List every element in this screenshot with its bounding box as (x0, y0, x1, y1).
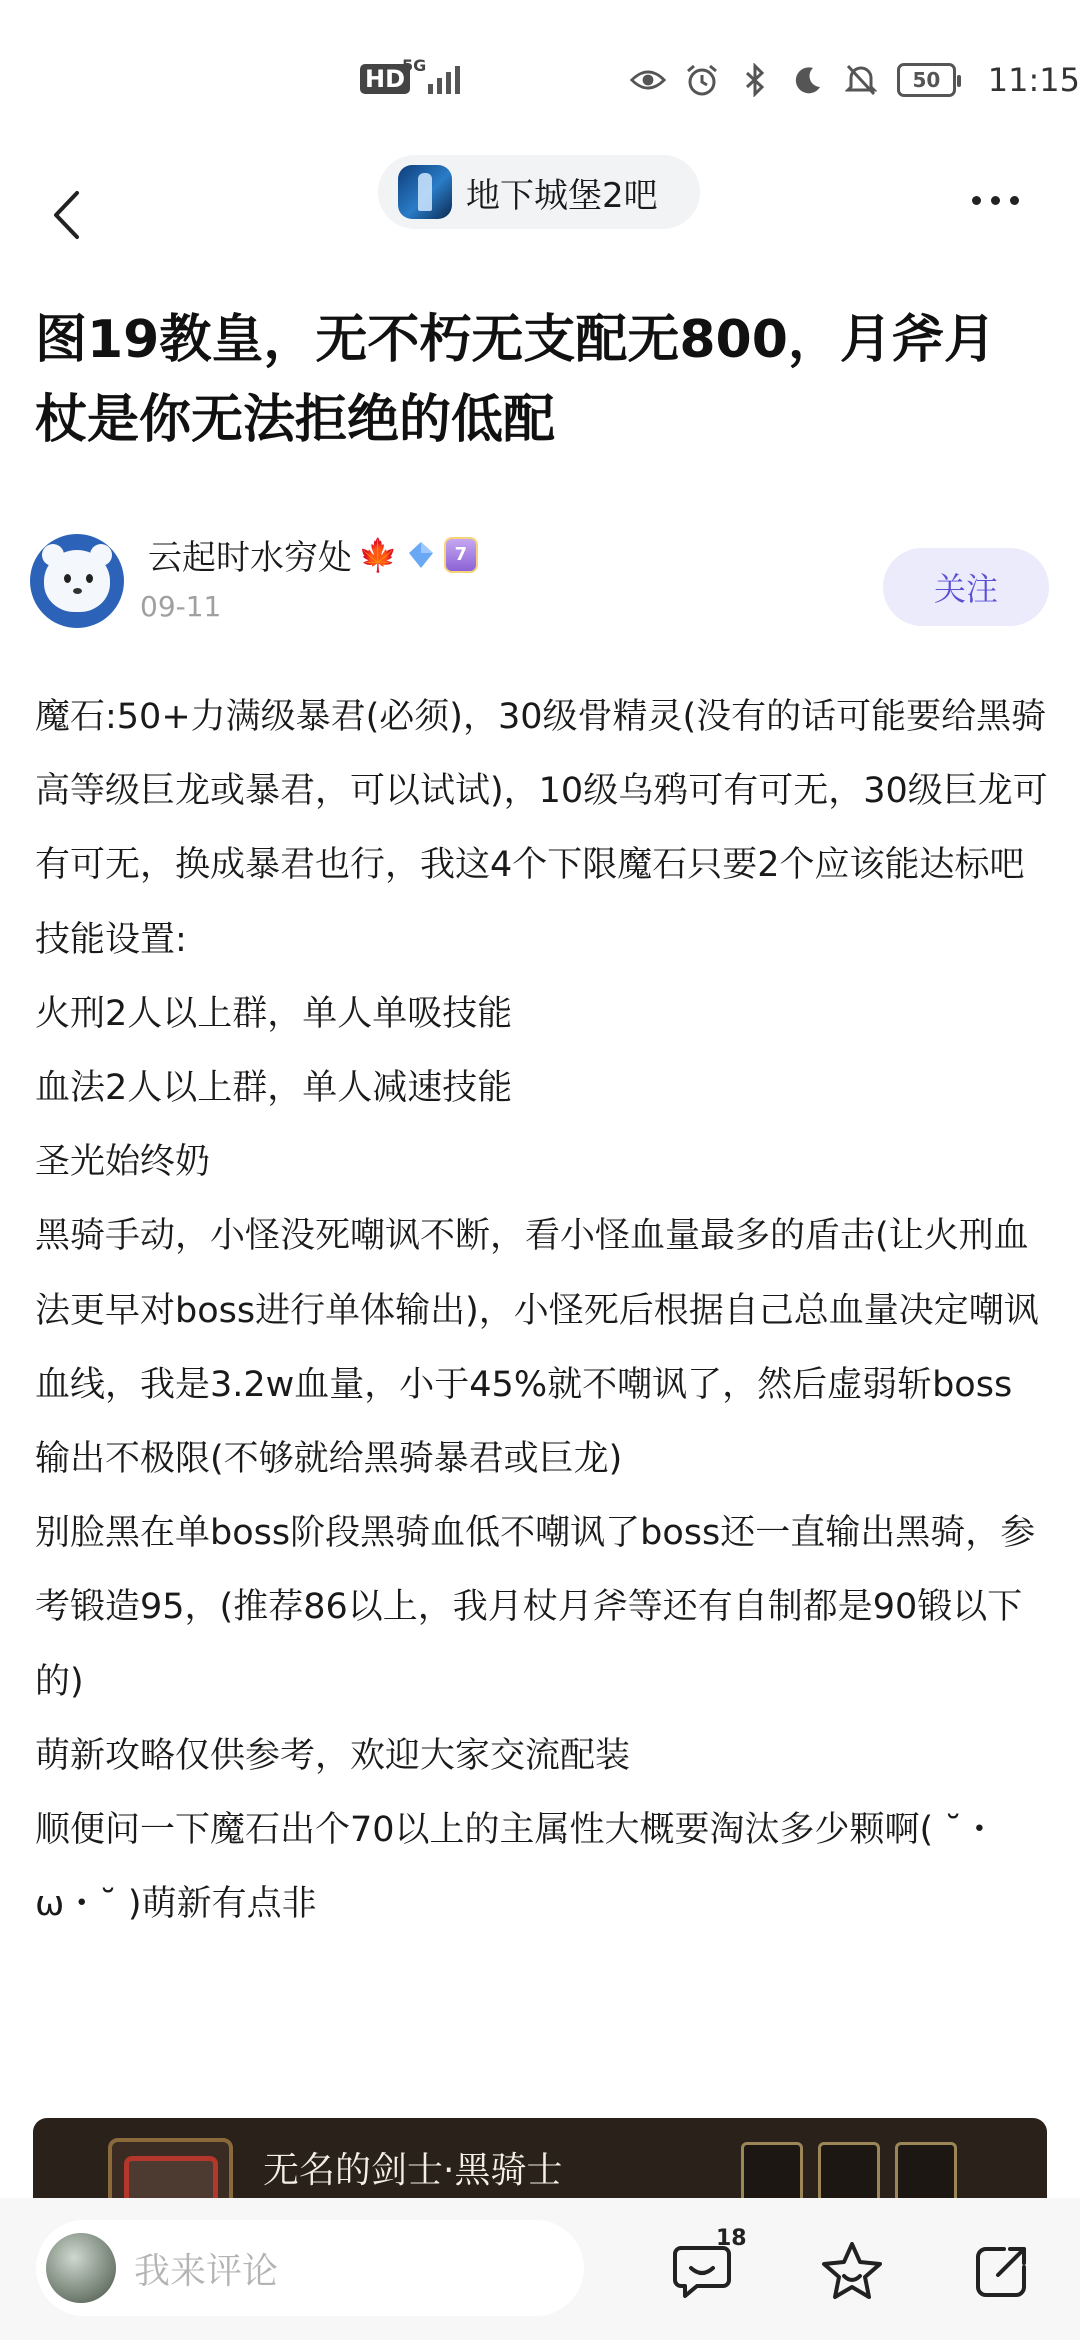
more-button[interactable] (955, 170, 1035, 230)
diamond-badge-icon (404, 538, 438, 572)
clock: 11:15 (987, 61, 1080, 99)
image-caption: 无名的剑士·黑骑士 (263, 2150, 563, 2191)
body-paragraph: 圣光始终奶 (35, 1142, 211, 1183)
eye-icon (630, 62, 666, 98)
forum-name: 地下城堡2吧 (466, 175, 658, 216)
comment-count: 18 (716, 2226, 747, 2251)
signal-icon (428, 62, 460, 94)
battery-icon: 50 (897, 63, 956, 97)
body-paragraph: 技能设置: (35, 919, 187, 960)
body-paragraph: 魔石:50+力满级暴君(必须)，30级骨精灵(没有的话可能要给黑骑高等级巨龙或暴君，可以试试)，10级乌鸦可有可无，30级巨龙可有可无，换成暴君也行，我这4个下限魔石只要2个应该能达标吧 (35, 697, 1048, 886)
alarm-icon (684, 62, 719, 98)
moon-icon (790, 62, 825, 98)
mute-icon (844, 62, 879, 98)
body-paragraph: 血法2人以上群，单人减速技能 (35, 1068, 513, 1109)
maple-leaf-icon: 🍁 (358, 535, 398, 574)
post-date: 09-11 (140, 590, 222, 623)
share-icon (972, 2241, 1032, 2301)
body-paragraph: 顺便问一下魔石出个70以上的主属性大概要淘汰多少颗啊( ˘・ω・˘ )萌新有点非 (35, 1810, 997, 1925)
chevron-left-icon (51, 190, 81, 240)
body-paragraph: 黑骑手动，小怪没死嘲讽不断，看小怪血量最多的盾击(让火刑血法更早对boss进行单体输出)，小怪死后根据自己总血量决定嘲讽血线，我是3.2w血量，小于45%就不嘲讽了，然后虚弱斩boss (35, 1216, 1039, 1405)
bottom-bar (0, 2198, 1080, 2340)
follow-button[interactable]: 关注 (883, 548, 1049, 626)
body-paragraph: 输出不极限(不够就给黑骑暴君或巨龙) (35, 1439, 623, 1480)
forum-avatar (398, 165, 452, 219)
top-nav (0, 150, 1080, 280)
status-icons (630, 55, 1080, 105)
comment-input[interactable] (36, 2220, 584, 2316)
author-name-row[interactable] (148, 530, 478, 579)
more-horizontal-icon (972, 196, 981, 205)
comment-placeholder: 我来评论 (134, 2250, 279, 2292)
post-title: 图19教皇，无不朽无支配无800，月斧月杖是你无法拒绝的低配 (35, 310, 996, 450)
favorite-star-icon (820, 2240, 884, 2302)
author-row (30, 530, 1050, 630)
hd-indicator: HD (360, 64, 410, 94)
author-name: 云起时水穷处 (148, 538, 352, 578)
forum-link[interactable] (378, 155, 700, 229)
body-paragraph: 别脸黑在单boss阶段黑骑血低不嘲讽了boss还一直输出黑骑，参考锻造95，(推荐86以上，我月杖月斧等还有自制都是90锻以下的) (35, 1513, 1036, 1702)
body-paragraph: 火刑2人以上群，单人单吸技能 (35, 993, 513, 1034)
avatar (46, 2233, 116, 2303)
back-button[interactable] (36, 180, 96, 250)
body-paragraph: 萌新攻略仅供参考，欢迎大家交流配装 (35, 1735, 631, 1776)
status-bar (0, 0, 1080, 150)
avatar[interactable] (30, 534, 124, 628)
network-type: 5G (402, 56, 427, 75)
favorite-button[interactable] (817, 2236, 887, 2306)
bluetooth-icon (737, 62, 772, 98)
post-body (35, 680, 1050, 1941)
level-badge: 7 (444, 537, 478, 573)
share-button[interactable] (967, 2236, 1037, 2306)
